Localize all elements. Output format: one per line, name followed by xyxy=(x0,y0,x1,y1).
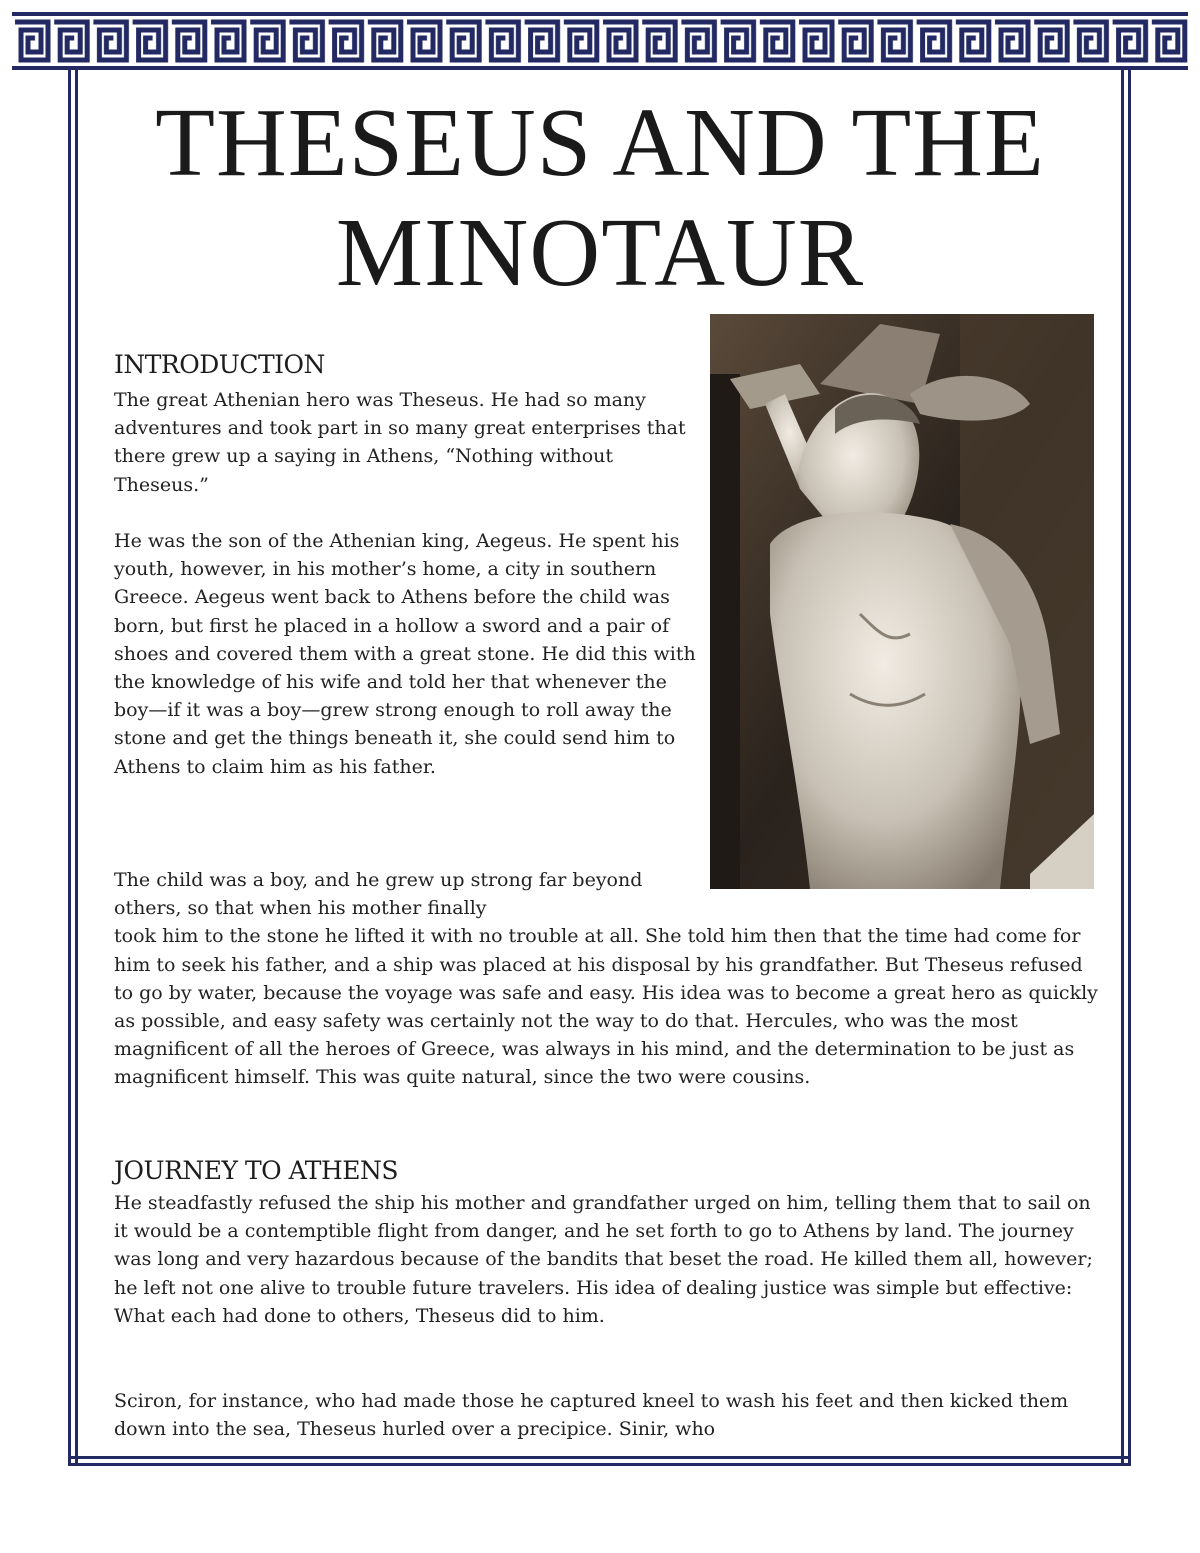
intro-paragraph-3 xyxy=(114,866,1104,1092)
theseus-statue-image xyxy=(710,314,1094,889)
journey-paragraph-2: Sciron, for instance, who had made those he captured kneel to wash his feet and then kicked them down into the sea, Theseus hurled over a precipice. Sinir, who xyxy=(114,1390,1069,1441)
intro-paragraph-3-top: The child was a boy, and he grew up strong far beyond others, so that when his mother finally xyxy=(114,869,643,920)
page-frame-left xyxy=(68,66,78,1466)
journey-heading: JOURNEY TO ATHENS xyxy=(114,1156,399,1185)
journey-paragraph-1: He steadfastly refused the ship his mother and grandfather urged on him, telling them that to sail on it would be a contemptible flight from danger, and he set forth to go to Athens by land. The journey was long and very hazardous because of the bandits that beset the road. He killed them all, however; he left not one alive to trouble future travelers. His idea of dealing justice was simple but effective: What each had done to others, Theseus did to him. xyxy=(114,1192,1093,1327)
intro-paragraph-2: He was the son of the Athenian king, Aegeus. He spent his youth, however, in his mother’s home, a city in southern Greece. Aegeus went back to Athens before the child was born, but first he placed in a hollow a sword and a pair of shoes and covered them with a great stone. He did this with the knowledge of his wife and told her that whenever the boy—if it was a boy—grew strong enough to roll away the stone and get the things beneath it, she could send him to Athens to claim him as his father. xyxy=(114,530,696,778)
page-title xyxy=(90,88,1110,308)
greek-key-border xyxy=(12,12,1188,70)
page-frame-right xyxy=(1121,66,1131,1466)
title-line-2: MINOTAUR xyxy=(335,199,865,307)
title-line-1: THESEUS AND THE xyxy=(155,89,1045,197)
intro-paragraph-1: The great Athenian hero was Theseus. He had so many adventures and took part in so many great enterprises that there grew up a saying in Athens, “Nothing without Theseus.” xyxy=(114,389,686,496)
introduction-heading: INTRODUCTION xyxy=(114,350,325,379)
page-frame-bottom xyxy=(68,1456,1131,1466)
intro-paragraph-3-rest: took him to the stone he lifted it with no trouble at all. She told him then that the time had come for him to seek his father, and a ship was placed at his disposal by his grandfather. But Theseus refused to go by water, because the voyage was safe and easy. His idea was to become a great hero as quickly as possible, and easy safety was certainly not the way to do that. Hercules, who was the most magnificent of all the heroes of Greece, was always in his mind, and the determination to be just as magnificent himself. This was quite natural, since the two were cousins. xyxy=(114,925,1098,1089)
